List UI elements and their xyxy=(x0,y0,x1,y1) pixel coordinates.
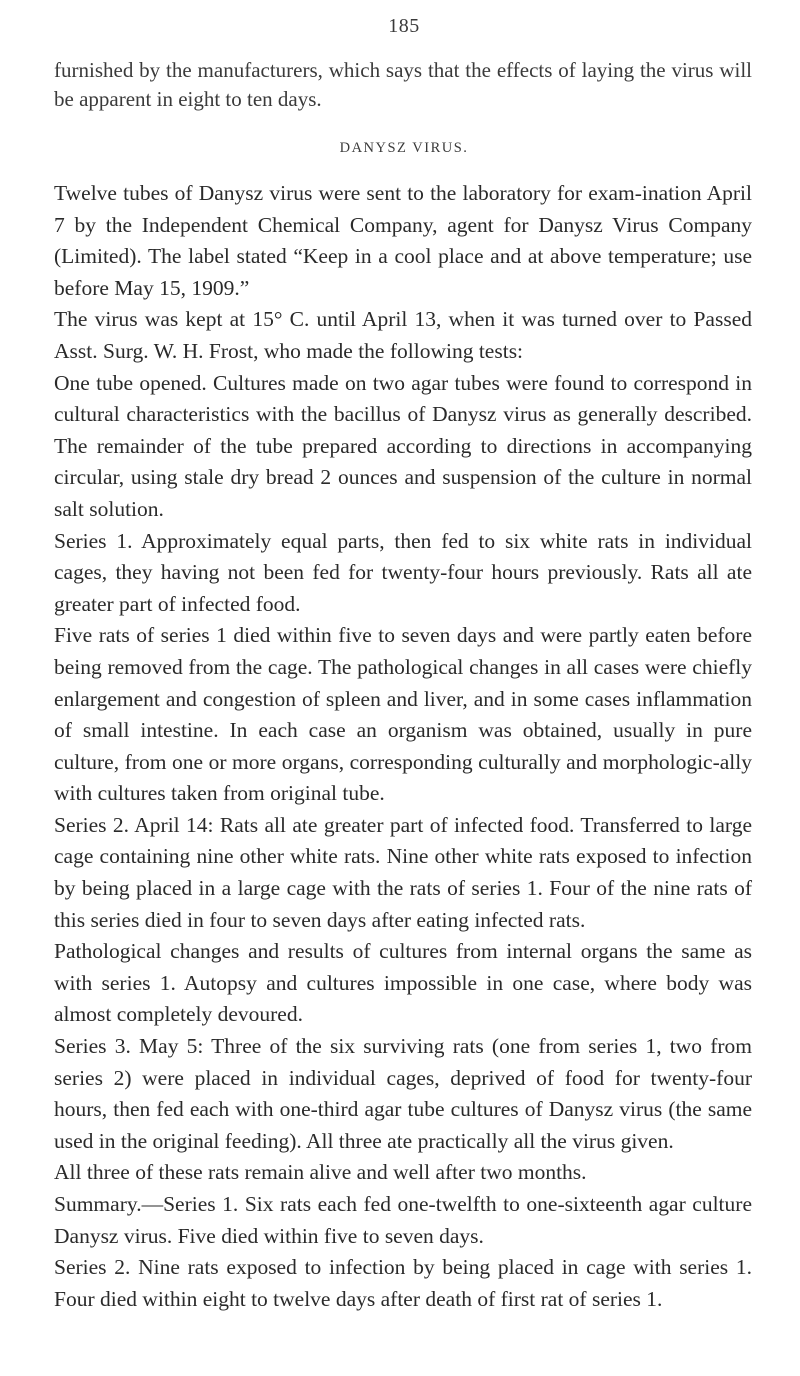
paragraph: Series 2. Nine rats exposed to infection by being placed in cage with series 1. Four died within eight to twelve days after death of first rat of series 1. xyxy=(54,1255,752,1311)
paragraph: Twelve tubes of Danysz virus were sent to the laboratory for exam-ination April 7 by the Independent Chemical Company, agent for Danysz Virus Company (Limited). The label stated “Keep in a cool place and at above temperature; use before May 15, 1909.” xyxy=(54,181,752,300)
intro-paragraph: furnished by the manufacturers, which says that the effects of laying the virus will be apparent in eight to ten days. xyxy=(54,58,752,111)
paragraph: One tube opened. Cultures made on two agar tubes were found to correspond in cultural characteristics with the bacillus of Danysz virus as generally described. The remainder of the tube prepared according to directions in accompanying circular, using stale dry bread 2 ounces and suspension of the culture in normal salt solution. xyxy=(54,370,752,521)
paragraph: Summary.—Series 1. Six rats each fed one-twelfth to one-sixteenth agar culture Danysz virus. Five died within five to seven days. xyxy=(54,1192,752,1248)
paragraph: Series 3. May 5: Three of the six surviving rats (one from series 1, two from series 2) were placed in individual cages, deprived of food for twenty-four hours, then fed each with one-third agar tube cultures of Danysz virus (the same used in the original feeding). All three ate practically all the virus given. xyxy=(54,1034,752,1153)
paragraph: Series 2. April 14: Rats all ate greater part of infected food. Transferred to large cage containing nine other white rats. Nine other white rats exposed to infection by being placed in a large cage with the rats of series 1. Four of the nine rats of this series died in four to seven days after eating infected rats. xyxy=(54,812,752,932)
paragraph: Five rats of series 1 died within five to seven days and were partly eaten before being removed from the cage. The pathological changes in all cases were chiefly enlargement and congestion of spleen and liver, and in some cases inflammation of small intestine. In each case an organism was obtained, usually in pure culture, from one or more organs, corresponding culturally and morphologic-ally with cultures taken from original tube. xyxy=(54,623,752,806)
paragraph: Series 1. Approximately equal parts, then fed to six white rats in individual cages, they having not been fed for twenty-four hours previously. Rats all ate greater part of infected food. xyxy=(54,528,752,616)
body-text xyxy=(54,178,752,1315)
section-heading: DANYSZ VIRUS. xyxy=(339,140,469,156)
paragraph: Pathological changes and results of cultures from internal organs the same as with series 1. Autopsy and cultures impossible in one case, where body was almost completely devoured. xyxy=(54,939,752,1027)
page-number: 185 xyxy=(388,15,420,37)
paragraph: The virus was kept at 15° C. until April 13, when it was turned over to Passed Asst. Surg. W. H. Frost, who made the following tests: xyxy=(54,307,752,363)
paragraph: All three of these rats remain alive and well after two months. xyxy=(54,1160,587,1185)
